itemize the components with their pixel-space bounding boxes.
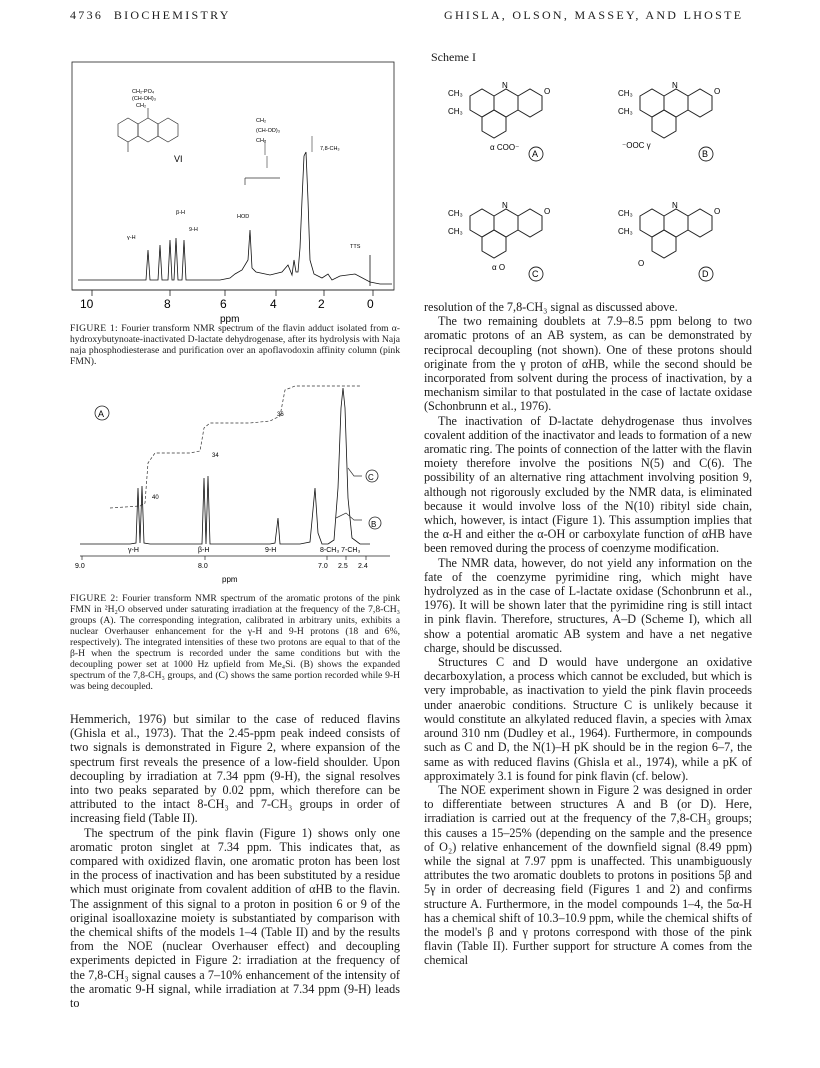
fig1-x-label: ppm: [220, 314, 240, 325]
scheme-d-o: O: [714, 207, 721, 216]
integral-36-label: 36: [277, 412, 284, 418]
fig2-tick-7: 7.0: [318, 563, 328, 570]
fig2-ch3: 8-CH₃ 7-CH₃: [320, 547, 361, 554]
ch3-peak-label: 7,8-CH₃: [320, 146, 340, 152]
scheme-label-b: B: [702, 149, 709, 159]
scheme-c-ch3-1: CH₃: [448, 209, 463, 218]
author-header: GHISLA, OLSON, MASSEY, AND LHOSTE: [444, 8, 744, 22]
journal-name: BIOCHEMISTRY: [113, 8, 231, 22]
fig1-tick-8: 8: [164, 297, 171, 311]
scheme-a-ch3-2: CH₃: [448, 107, 463, 116]
fig2-tick-9: 9.0: [75, 563, 85, 570]
scheme-c-ch3-2: CH₃: [448, 227, 463, 236]
figure-1-spectrum: [70, 60, 400, 330]
scheme-label-c: C: [532, 269, 539, 279]
chain-label-4: CH₂: [256, 118, 267, 124]
scheme-a-acoo: α COO⁻: [490, 143, 520, 152]
scheme-label-a: A: [532, 149, 539, 159]
scheme-b-ch3-1: CH₃: [618, 89, 633, 98]
fig1-tick-2: 2: [318, 297, 325, 311]
right-paragraph-5: Structures C and D would have undergone an oxidative decarboxylation, a process which cannot be excluded, but which is very improbable, as inactivation to yield the pink flavin proceeds under anaerobic conditions. Structure C is unlikely because it would constitute an alkylated reduced flavin, a species with λmax around 310 nm (Dudley et al., 1964). Furthermore, in compounds such as C and D, the N(1)–H pK should be in the region 6–7, the same as with reduced flavins (Ghisla et al., 1974), while a pK of approximately 3.1 is found for pink flavin (cf. below).: [424, 655, 752, 783]
left-column-text: [70, 712, 400, 1010]
scheme-c-ao: α O: [492, 263, 506, 272]
gamma-h-label: γ-H: [127, 235, 136, 241]
scheme-d-n: N: [672, 201, 678, 210]
figure-1-structure: [118, 108, 178, 152]
chain-label-6: CH₂: [256, 138, 267, 144]
fig2-beta-h: β-H: [198, 547, 210, 554]
figure-1-frame: [72, 62, 394, 290]
scheme-label-d: D: [702, 269, 709, 279]
scheme-a-o: O: [544, 87, 551, 96]
scheme-a-ch3-1: CH₃: [448, 89, 463, 98]
fig2-x-label: ppm: [222, 575, 238, 584]
fig1-tick-4: 4: [270, 297, 277, 311]
scheme-b-n: N: [672, 81, 678, 90]
panel-c-label: C: [368, 473, 374, 482]
scheme-d-o2: O: [638, 259, 645, 268]
page-number: 4736: [70, 8, 104, 22]
ch3-peak-trace: [328, 388, 370, 544]
fig2-tick-8: 8.0: [198, 563, 208, 570]
scheme-b-ch3-2: CH₃: [618, 107, 633, 116]
right-paragraph-2: The two remaining doublets at 7.9–8.5 ppm belong to two aromatic protons of an AB system, as can be demonstrated by reciprocal decoupling (not shown). One of these protons should originate from the γ proton of αHB, while the second should be incorporated from solvent during the process of inactivation, by a mechanism similar to that postulated in the case of lactate oxidase (Schonbrunn et al., 1976).: [424, 314, 752, 414]
right-paragraph-6: The NOE experiment shown in Figure 2 was designed in order to differentiate between structures A and B (or D). Here, irradiation is carried out at the frequency of the 7,8-CH₃ groups; this causes a 15–25% (depending on the sample and the presence of O₂) relative enhancement of the downfield signal (8.49 ppm) while the signal at 7.97 ppm is unaffected. This unambiguously attributes the two aromatic doublets to protons in positions 5β and 5γ in order of decreasing field (Figures 1 and 2) and confirms structure A. Furthermore, in the model compounds 1–4, the 5α-H has a chemical shift of 10.3–10.9 ppm, while the chemical shifts of the model's β and γ protons correspond with those of the pink flavin (Table II). Further support for structure A comes from the chemical: [424, 782, 752, 968]
figure-2-caption-text: Fourier transform NMR spectrum of the aromatic protons of the pink FMN in ²H₂O observed under saturating irradiation at the frequency of the 7,8-CH₃ groups (A). The corresponding integration, calibrated in arbitrary units, exhibits a nuclear Overhauser enhancement for the γ-H and 9-H protons (18 and 6%, respectively). The integrated intensities of these two protons are equal to that of the β-H when the spectrum is recorded under the same conditions but with the decoupling power set at 1000 Hz upfield from Me₄Si. (B) shows the expanded spectrum of the 7,8-CH₃ groups, and (C) shows the same portion recorded while 9-H was being decoupled.: [70, 593, 400, 692]
panel-b-label: B: [371, 520, 377, 529]
chain-label-3: CH₂: [136, 103, 147, 109]
scheme-title: Scheme I: [431, 50, 476, 64]
chain-label-2: (CH-OH)₃: [132, 96, 156, 102]
figure-2-caption: [70, 593, 400, 692]
scheme-c-o: O: [544, 207, 551, 216]
figure-1-caption-text: Fourier transform NMR spectrum of the flavin adduct isolated from α-hydroxybutynoate-inactivated D-lactate dehydrogenase, after its hydrolysis with Naja naja phosphodiesterase and purification over an apoflavodoxin affinity column (pink FMN).: [70, 323, 400, 367]
figure-2-spectrum: [70, 368, 400, 588]
fig1-tick-0: 0: [367, 297, 374, 311]
figure-1-trace: [78, 152, 392, 284]
fig2-tick-24: 2.4: [358, 563, 368, 570]
right-paragraph-4: The NMR data, however, do not yield any information on the fate of the coenzyme pyrimidine ring, which might have hydrolyzed as in the case of L-lactate oxidase (Schonbrunn et al., 1976). It will be shown later that the pyrimidine ring is still intact in pink flavin. Therefore, structures, A–D (Scheme I), which all show a potential aromatic AB system and have a net negative charge, should be discussed.: [424, 555, 752, 655]
left-paragraph-1: Hemmerich, 1976) but similar to the case of reduced flavins (Ghisla et al., 1973). That the 2.45-ppm peak indeed consists of two signals is demonstrated in Figure 2, where expansion of the spectrum first reveals the presence of a low-field shoulder. Upon decoupling by irradiation at 7.34 ppm (9-H), the signal resolves into two peaks separated by 0.02 ppm, which therefore can be attributed to the intact 8-CH₃ and 7-CH₃ groups in order of increasing field (Table II).: [70, 712, 400, 826]
beta-h-label: β-H: [176, 210, 185, 216]
page-header-left: [70, 8, 231, 23]
figure-1-caption: [70, 323, 400, 367]
integral-40-label: 40: [152, 495, 159, 501]
chain-label-5: (CH-OD)₃: [256, 128, 280, 134]
structure-roman-label: VI: [174, 154, 183, 164]
fig1-tick-6: 6: [220, 297, 227, 311]
scheme-1-structures: [430, 66, 770, 292]
scheme-b-ooc: ⁻OOC γ: [622, 141, 651, 150]
fig2-tick-25: 2.5: [338, 563, 348, 570]
right-column-text: [424, 300, 752, 968]
fig2-gamma-h: γ-H: [128, 547, 139, 554]
right-paragraph-1: resolution of the 7,8-CH₃ signal as discussed above.: [424, 300, 678, 314]
integral-34-label: 34: [212, 453, 219, 459]
figure-1-caption-label: FIGURE 1:: [70, 323, 118, 334]
figure-2-caption-label: FIGURE 2:: [70, 593, 119, 604]
scheme-b-o: O: [714, 87, 721, 96]
left-paragraph-2: The spectrum of the pink flavin (Figure 1) shows only one aromatic proton singlet at 7.34 ppm. This indicates that, as compared with oxidized flavin, one aromatic proton has been lost in the process of inactivation and has been substituted by a residue which must originate from covalent addition of αHB to the flavin. The assignment of this signal to a proton in position 6 or 9 of the original isoalloxazine moiety is substantiated by comparison with the chemical shifts of the models 1–4 (Table II) and by the results from the NOE (nuclear Overhauser effect) and decoupling experiments depicted in Figure 2: irradiation at the frequency of the 7,8-CH₃ signal causes a 7–10% enhancement of the intensity of the aromatic 9-H signal, while irradiation at 7.34 ppm (9-H) leads to: [70, 825, 400, 1011]
scheme-a-n: N: [502, 81, 508, 90]
hod-label: HOD: [237, 214, 250, 220]
fig1-tick-10: 10: [80, 297, 94, 311]
integration-curve: [110, 386, 360, 508]
tts-label: TTS: [350, 244, 361, 250]
fig2-9h: 9-H: [265, 547, 277, 554]
scheme-d-ch3-2: CH₃: [618, 227, 633, 236]
scheme-d-ch3-1: CH₃: [618, 209, 633, 218]
scheme-c-n: N: [502, 201, 508, 210]
chain-label-1: CH₂-PO₄: [132, 89, 155, 95]
panel-a-label: A: [98, 409, 105, 419]
h9-label: 9-H: [189, 227, 198, 233]
right-paragraph-3: The inactivation of D-lactate dehydrogenase thus involves covalent addition of the inactivator and leads to formation of a new aromatic ring. The points of connection of the latter with the flavin moiety therefore involve the positions N(5) and C(6). The possibility of an alternative ring attachment involving position 9, although not rigorously excluded by the NMR data, is eliminated because it would involve loss of the N(10) ribityl side chain, which, however, is intact (Figure 1). This assumption implies that the α-H and either the α-OH or carboxylate function of αHB have been removed during the process of coenzyme modification.: [424, 413, 752, 556]
figure-2-trace: [80, 476, 328, 544]
